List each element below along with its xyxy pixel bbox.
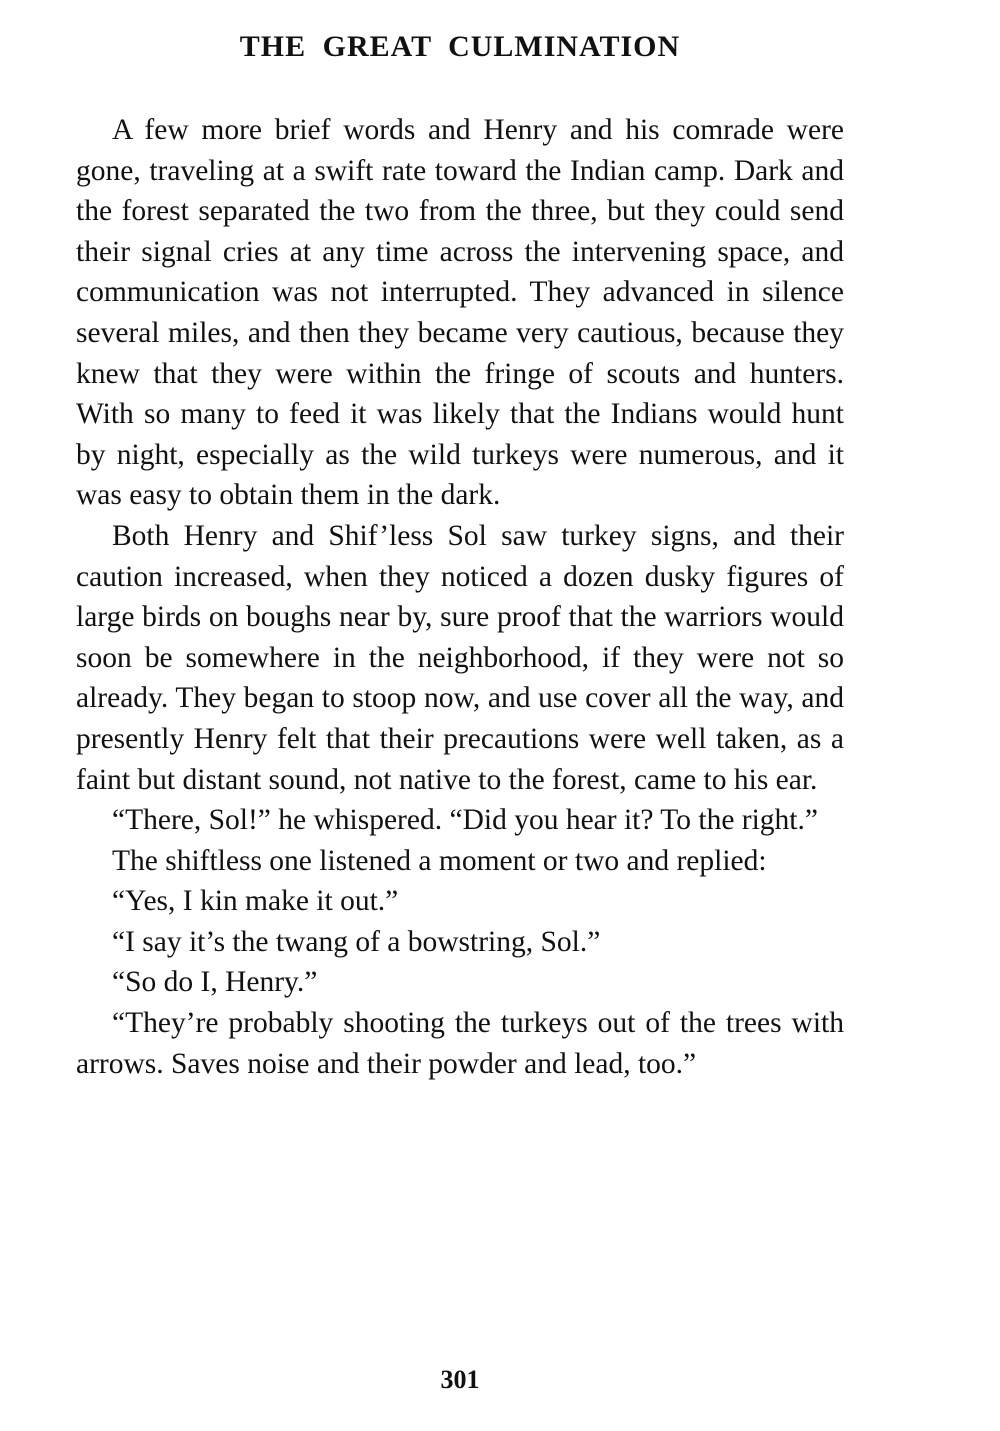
running-title: THE GREAT CULMINATION [239, 30, 681, 63]
paragraph: A few more brief words and Henry and his comrade were gone, traveling at a swift rate toward the Indian camp. Dark and the forest separated the two from the three, but they could send their signal cries at any time across the intervening space, and communication was not interrupted. They advanced in silence several miles, and then they became very cautious, because they knew that they were within the fringe of scouts and hunters. With so many to feed it was likely that the Indians would hunt by night, especially as the wild turkeys were numerous, and it was easy to obtain them in the dark. [76, 114, 844, 512]
paragraph: The shiftless one listened a moment or two and replied: [112, 844, 767, 877]
paragraph: “There, Sol!” he whispered. “Did you hear it? To the right.” [112, 804, 818, 837]
page-number: 301 [440, 1365, 480, 1394]
paragraph: “I say it’s the twang of a bowstring, Sol.” [112, 925, 601, 958]
paragraph: Both Henry and Shif’less Sol saw turkey signs, and their caution increased, when they noticed a dozen dusky figures of large birds on boughs near by, sure proof that the warriors would soon be somewhere in the neighborhood, if they were not so already. They began to stoop now, and use cover all the way, and presently Henry felt that their precautions were well taken, as a faint but distant sound, not native to the forest, came to his ear. [76, 519, 844, 796]
paragraph: “Yes, I kin make it out.” [112, 885, 399, 918]
paragraph: “They’re probably shooting the turkeys out of the trees with arrows. Saves noise and their powder and lead, too.” [76, 1007, 844, 1080]
body-text [76, 110, 844, 1084]
paragraph: “So do I, Henry.” [112, 966, 318, 999]
